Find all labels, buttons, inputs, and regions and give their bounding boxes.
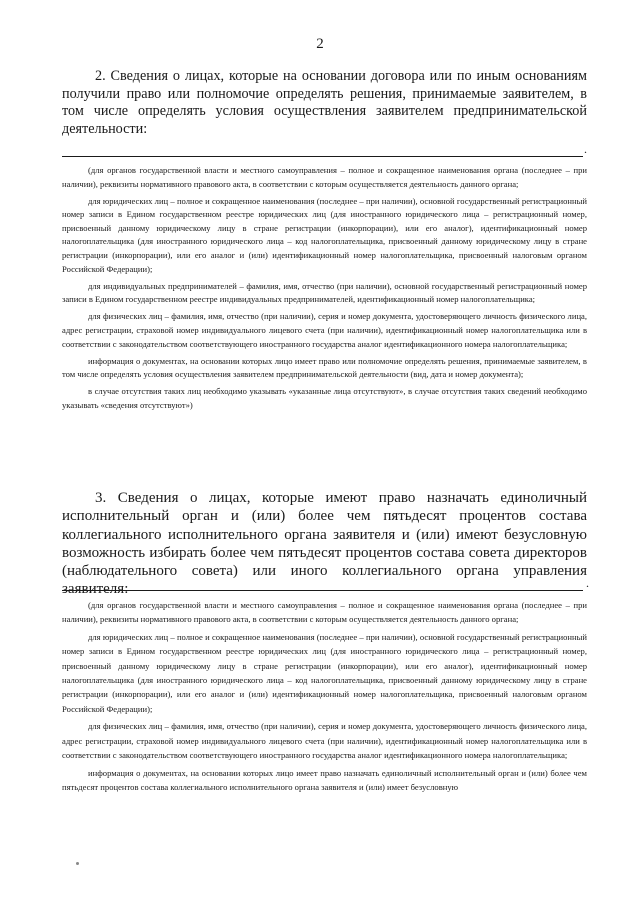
section-2-heading [62,68,587,138]
section-3-line-end: . [586,576,589,590]
section-2-note-absence: в случае отсутствия таких лиц необходимо указывать «указанные лица отсутствуют», в случае отсутствия таких сведений необходимо указывать «сведения отсутствуют») [62,386,587,410]
section-3-note-individuals: для физических лиц – фамилия, имя, отчество (при наличии), серия и номер документа, удостоверяющего личность физического лица, адрес регистрации, страховой номер индивидуального лицевого счета (при наличии), идентификационный номер налогоплательщика или в соответствии с законодательством соответствующего иностранного государства аналог идентификационного номера налогоплательщика; [62,721,587,760]
section-3-heading-text: 3. Сведения о лицах, которые имеют право назначать единоличный исполнительный орган и (или) более чем пятьдесят процентов состава коллегиального исполнительного органа заявителя и (или) имеют безусловную возможность избирать более чем пятьдесят процентов состава совета директоров (наблюдательного совета) или иного коллегиального органа управления заявителя: [62,490,587,598]
section-2-line-end: . [584,142,587,156]
scan-speck [76,862,79,865]
page-number: 2 [316,36,324,52]
section-2-note-entrepreneurs: для индивидуальных предпринимателей – фамилия, имя, отчество (при наличии), основной государственный регистрационный номер записи в Едином государственном реестре индивидуальных предпринимателей, идентификационный номер налогоплательщика; [62,280,587,305]
section-3-note-documents: информация о документах, на основании которых лицо имеет право назначать единоличный исполнительный орган и (или) более чем пятьдесят процентов состава коллегиального исполнительного органа заявителя и (или) имеет безусловную [62,767,587,793]
section-3-notes [62,598,587,794]
section-2-note-individuals: для физических лиц – фамилия, имя, отчество (при наличии), серия и номер документа, удостоверяющего личность физического лица, адрес регистрации, страховой номер индивидуального лицевого счета (при наличии), идентификационный номер налогоплательщика или в соответствии с законодательством соответствующего иностранного государства аналог идентификационного номера налогоплательщика; [62,311,587,349]
section-2-note-documents: информация о документах, на основании которых лицо имеет право или полномочие определять решения, принимаемые заявителем, в том числе определять условия осуществления заявителем предпринимательской деятельности (вид, дата и номер документа); [62,355,587,380]
section-3-note-legal-entities: для юридических лиц – полное и сокращенное наименования (последнее – при наличии), основной государственный регистрационный номер записи в Едином государственном реестре юридических лиц (для иностранного юридического лица – регистрационный номер, присвоенный данному юридическому лицу в стране регистрации (инкорпорации), или его аналог), идентификационный номер налогоплательщика (для иностранного юридического лица – код налогоплательщика, присвоенный данному юридическому лицу в стране регистрации (инкорпорации), или его аналог и (или) идентификационный номер налогоплательщика, присвоенный налоговым органом Российской Федерации); [62,632,587,714]
section-2-note-government: (для органов государственной власти и местного самоуправления – полное и сокращенное наименования органа (последнее – при наличии), реквизиты нормативного правового акта, в соответствии с которым осуществляется деятельность данного органа; [62,165,587,189]
section-3-heading [62,489,587,599]
section-2-heading-text: 2. Сведения о лицах, которые на основании договора или по иным основаниям получили право или полномочие определять решения, принимаемые заявителем, в том числе определять условия осуществления заявителем предпринимательской деятельности: [62,68,587,137]
section-3-fill-line [62,590,583,591]
section-2-fill-line [62,156,583,157]
section-3-note-government: (для органов государственной власти и местного самоуправления – полное и сокращенное наименования органа (последнее – при наличии), реквизиты нормативного правового акта, в соответствии с которым осуществляется деятельность данного органа; [62,600,587,625]
section-2-note-legal-entities: для юридических лиц – полное и сокращенное наименования (последнее – при наличии), основной государственный регистрационный номер записи в Едином государственном реестре юридических лиц (для иностранного юридического лица – регистрационный номер, присвоенный данному юридическому лицу в стране регистрации (инкорпорации), или его аналог), идентификационный номер налогоплательщика (для иностранного юридического лица – код налогоплательщика, присвоенный данному юридическому лицу в стране регистрации (инкорпорации), или его аналог и (или) идентификационный номер налогоплательщика, присвоенный налоговым органом Российской Федерации); [62,195,587,274]
section-2-notes [62,164,587,416]
